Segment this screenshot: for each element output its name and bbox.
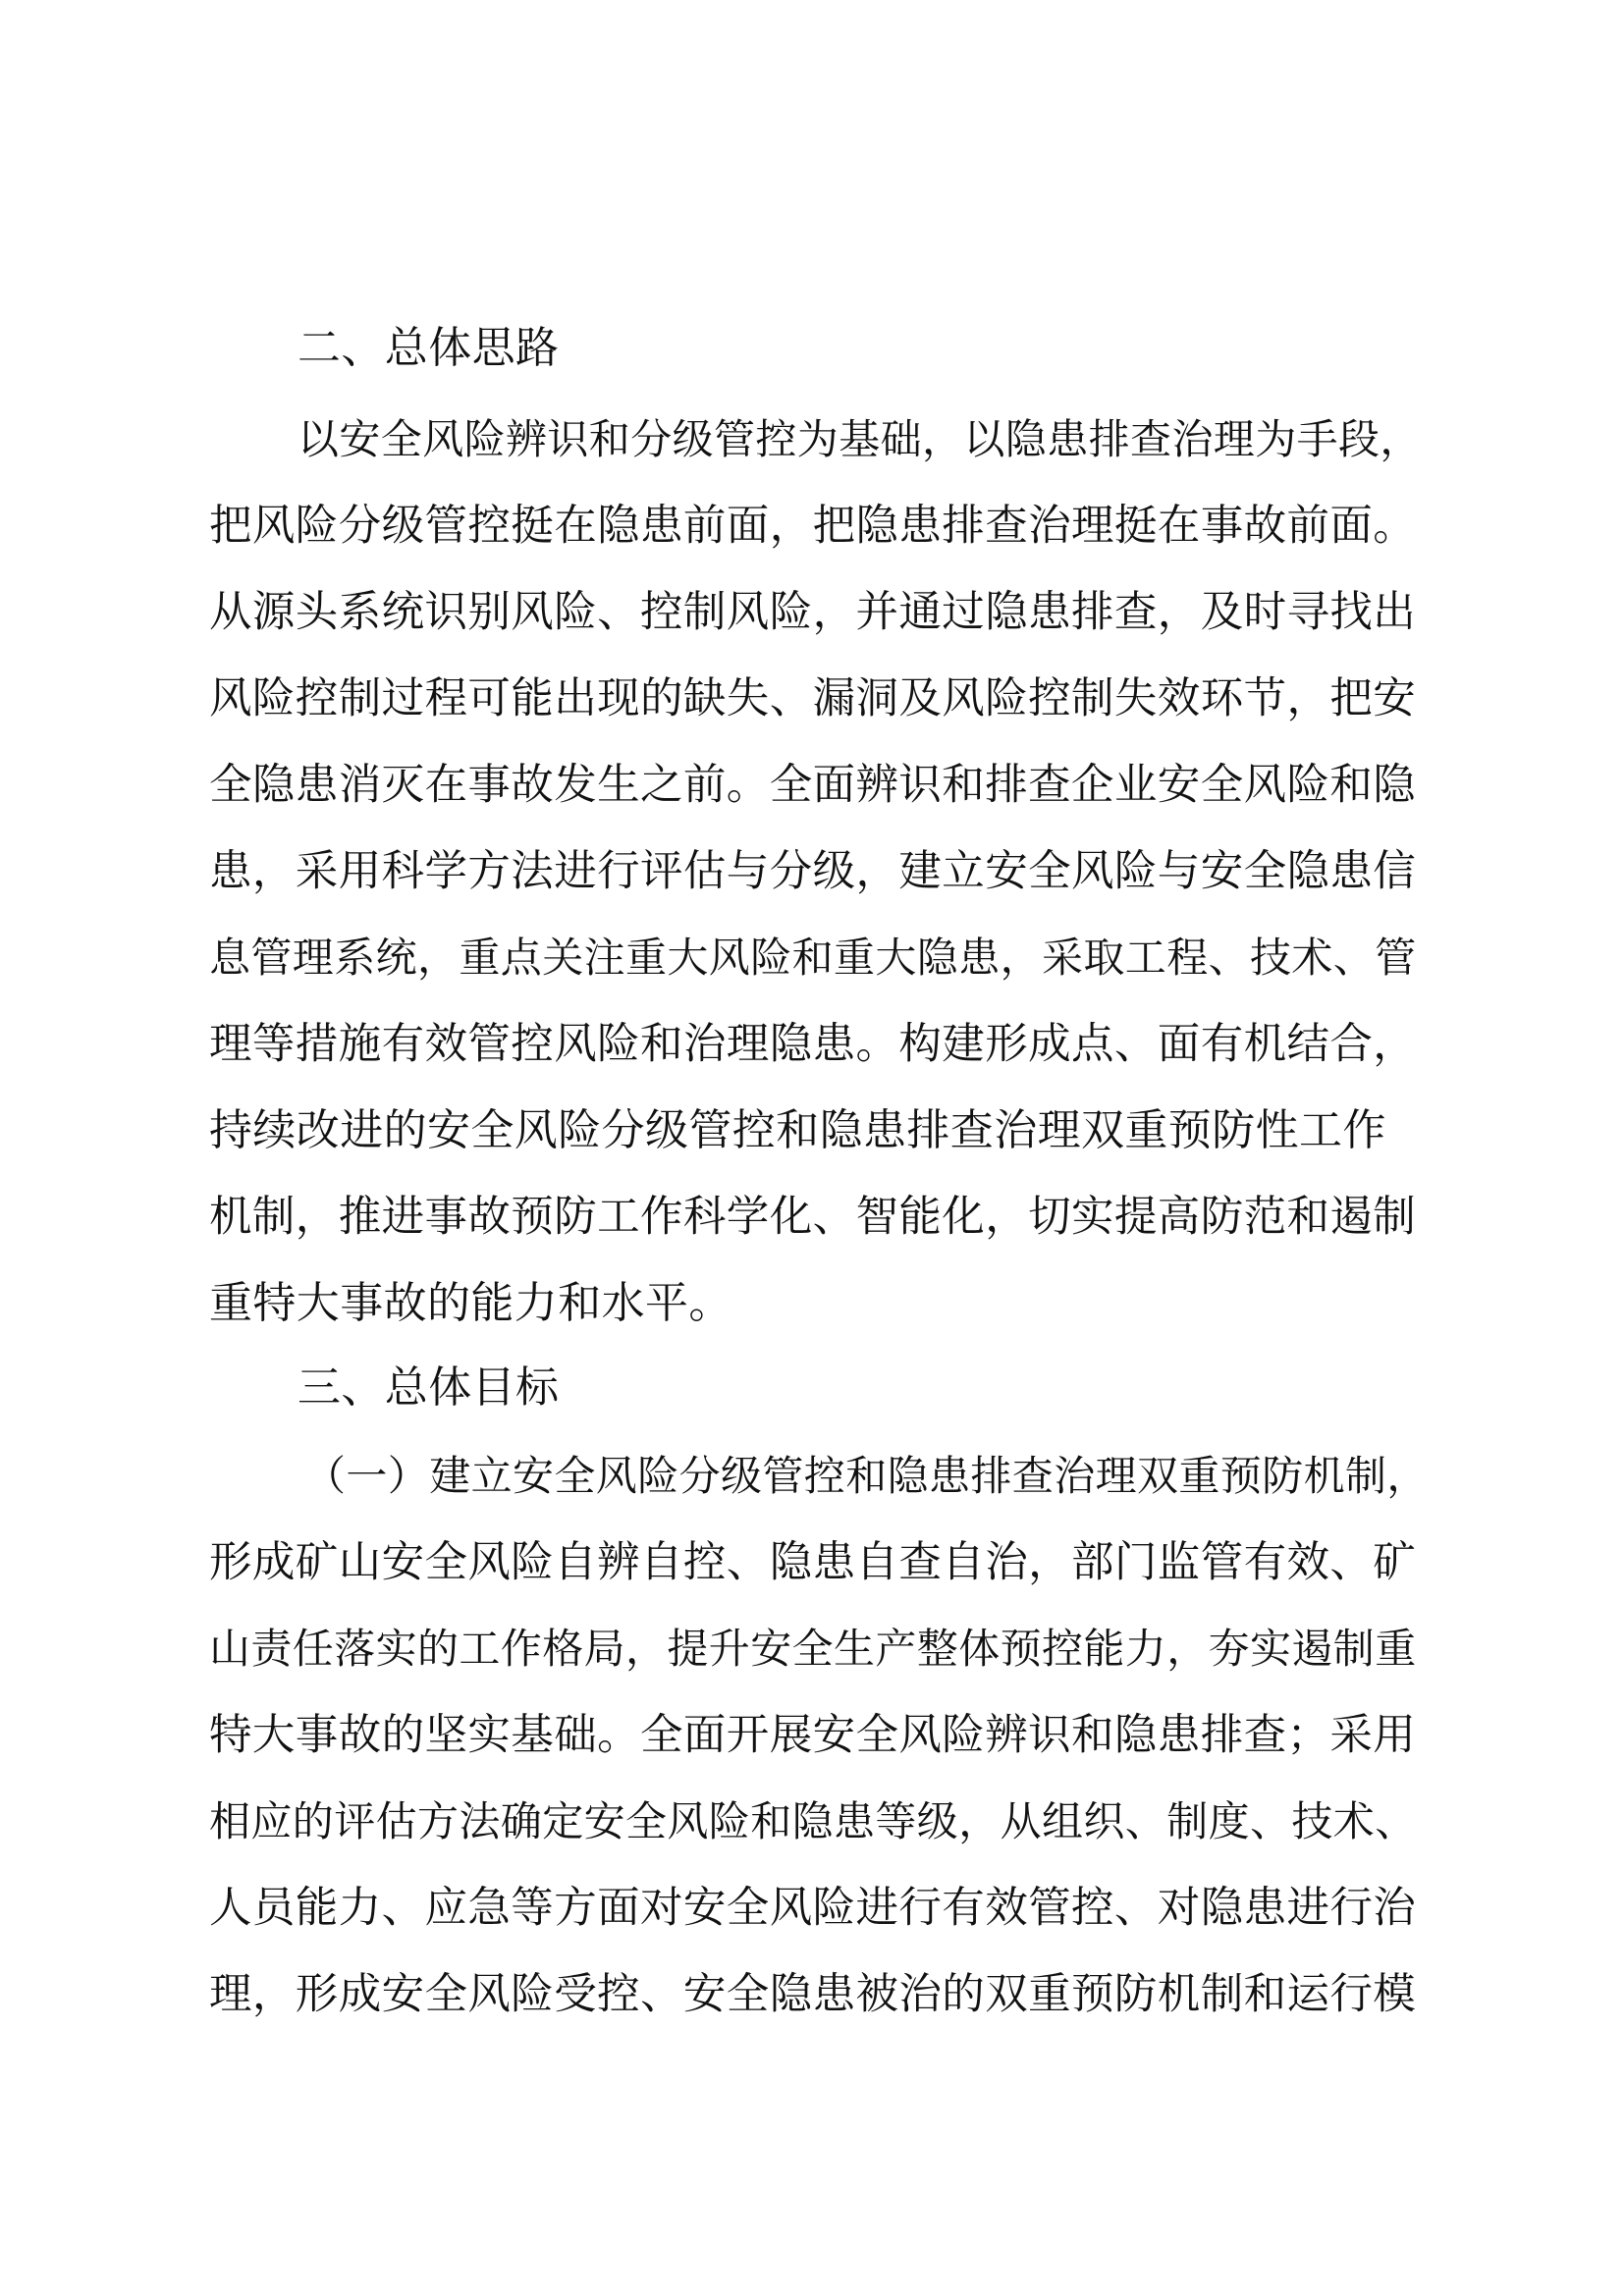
paragraph-line: 机制，推进事故预防工作科学化、智能化，切实提高防范和遏制 [209,1193,1417,1242]
paragraph-line: （一）建立安全风险分级管控和隐患排查治理双重预防机制， [304,1452,1429,1500]
paragraph-line: 形成矿山安全风险自辨自控、隐患自查自治，部门监管有效、矿 [209,1538,1417,1587]
section-heading-overall-approach: 二、总体思路 [298,323,560,373]
section-heading-overall-goals: 三、总体目标 [298,1362,560,1413]
paragraph-line: 患，采用科学方法进行评估与分级，建立安全风险与安全隐患信 [209,847,1417,896]
paragraph-line: 特大事故的坚实基础。全面开展安全风险辨识和隐患排查；采用 [209,1711,1417,1760]
paragraph-line: 理，形成安全风险受控、安全隐患被治的双重预防机制和运行模 [209,1970,1417,2019]
paragraph-line: 全隐患消灭在事故发生之前。全面辨识和排查企业安全风险和隐 [209,761,1417,810]
paragraph-line: 人员能力、应急等方面对安全风险进行有效管控、对隐患进行治 [209,1884,1417,1933]
paragraph-line: 息管理系统，重点关注重大风险和重大隐患，采取工程、技术、管 [209,934,1417,982]
paragraph-line: 重特大事故的能力和水平。 [209,1278,732,1328]
paragraph-line: 以安全风险辨识和分级管控为基础，以隐患排查治理为手段， [298,415,1422,463]
paragraph-line: 把风险分级管控挺在隐患前面，把隐患排查治理挺在事故前面。 [209,502,1417,551]
paragraph-line: 从源头系统识别风险、控制风险，并通过隐患排查，及时寻找出 [209,588,1417,637]
paragraph-line: 风险控制过程可能出现的缺失、漏洞及风险控制失效环节，把安 [209,674,1417,723]
paragraph-line: 相应的评估方法确定安全风险和隐患等级，从组织、制度、技术、 [209,1797,1417,1845]
paragraph-line: 理等措施有效管控风险和治理隐患。构建形成点、面有机结合， [209,1020,1417,1069]
paragraph-line: 山责任落实的工作格局，提升安全生产整体预控能力，夯实遏制重 [209,1625,1417,1673]
paragraph-line: 持续改进的安全风险分级管控和隐患排查治理双重预防性工作 [209,1105,1386,1155]
